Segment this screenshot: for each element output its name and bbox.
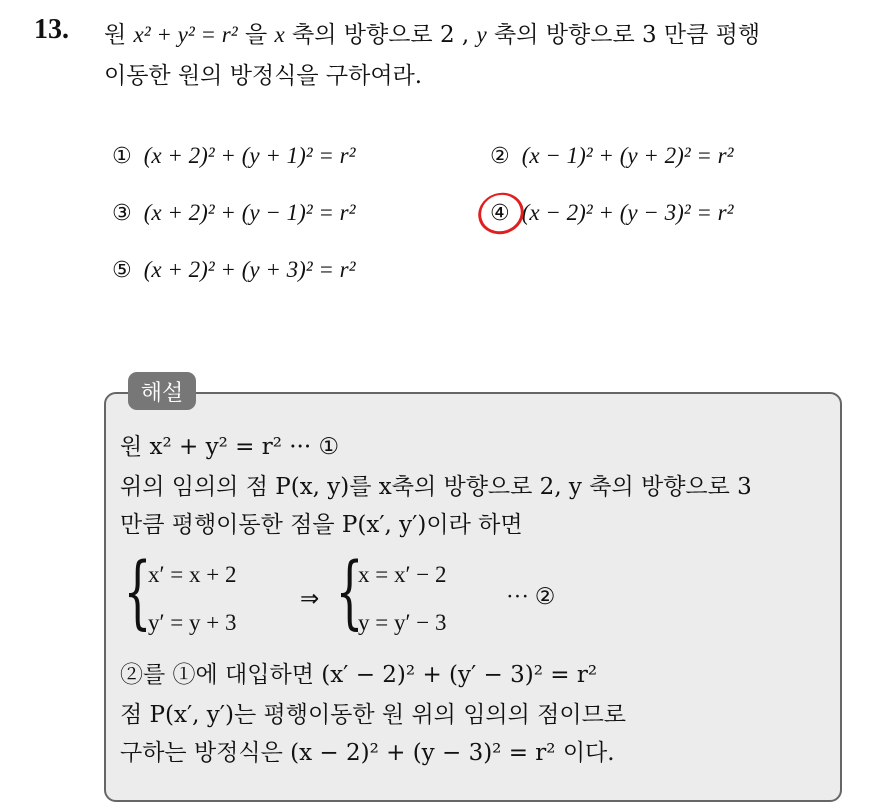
system2-top: x = x′ − 2: [358, 562, 447, 587]
choice-expression: (x + 2)² + (y + 1)² = r²: [143, 143, 356, 168]
question-number: 13.: [34, 14, 69, 45]
solution-line-3: 만큼 평행이동한 점을 P(x′, y′)이라 하면: [120, 512, 523, 538]
question-text-part: 축의 방향으로 2 ,: [284, 22, 477, 48]
choice-number: ④: [490, 201, 510, 226]
choice-expression: (x + 2)² + (y + 3)² = r²: [143, 257, 356, 282]
system-ref: ··· ②: [506, 584, 556, 609]
choice-5[interactable]: [112, 257, 356, 283]
question-text-part: 축의 방향으로 3 만큼 평행: [486, 22, 761, 48]
choice-expression: (x − 2)² + (y − 3)² = r²: [521, 200, 734, 225]
choice-1[interactable]: [112, 143, 356, 169]
solution-line-5: ②를 ①에 대입하면 (x′ − 2)² + (y′ − 3)² = r²: [120, 662, 598, 688]
question-text-part: 을: [237, 22, 275, 48]
choice-expression: (x + 2)² + (y − 1)² = r²: [143, 200, 356, 225]
choice-number: ③: [112, 201, 132, 226]
solution-line-7: 구하는 방정식은 (x − 2)² + (y − 3)² = r² 이다.: [120, 740, 615, 766]
question-text-line2: 이동한 원의 방정식을 구하여라.: [104, 63, 423, 89]
choice-expression: (x − 1)² + (y + 2)² = r²: [521, 143, 734, 168]
system1-top: x′ = x + 2: [148, 562, 237, 587]
circle-equation: x² + y² = r²: [133, 22, 238, 47]
variable-y: y: [476, 22, 487, 47]
question-text: [104, 14, 874, 97]
choice-number: ②: [490, 144, 510, 169]
solution-line-6: 점 P(x′, y′)는 평행이동한 원 위의 임의의 점이므로: [120, 702, 627, 728]
system2-bottom: y = y′ − 3: [358, 610, 447, 635]
solution-line-1: 원 x² + y² = r² ··· ①: [120, 434, 340, 460]
system-brace-right: {: [335, 545, 364, 638]
solution-line-2: 위의 임의의 점 P(x, y)를 x축의 방향으로 2, y 축의 방향으로 3: [120, 474, 752, 500]
choice-4[interactable]: [490, 200, 734, 226]
choice-number: ①: [112, 144, 132, 169]
variable-x: x: [274, 22, 285, 47]
question-text-part: 원: [104, 22, 134, 48]
choice-number: ⑤: [112, 258, 132, 283]
choice-3[interactable]: [112, 200, 356, 226]
system-brace-left: {: [123, 545, 152, 638]
solution-tag: 해설: [128, 372, 196, 410]
system1-bottom: y′ = y + 3: [148, 610, 237, 635]
implies-arrow: ⇒: [300, 586, 320, 611]
answer-circle-mark: [473, 187, 529, 240]
choice-2[interactable]: [490, 143, 734, 169]
